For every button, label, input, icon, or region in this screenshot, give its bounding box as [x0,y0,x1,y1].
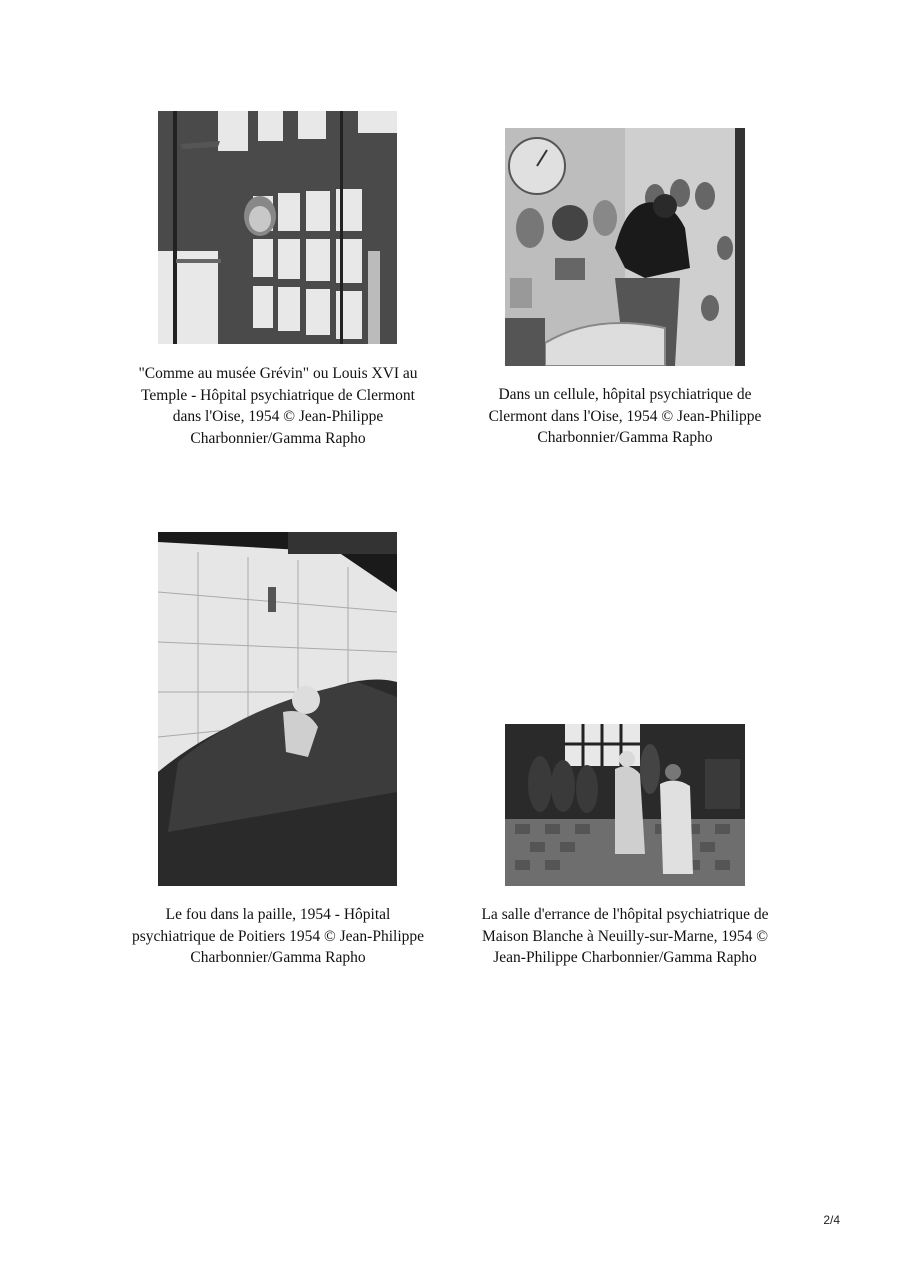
page-number: 2/4 [823,1213,840,1227]
caption-figure-1: "Comme au musée Grévin" ou Louis XVI au Temple - Hôpital psychiatrique de Clermont dans l'Oise, 1954 © Jean-Philippe Charbonnier/Gamma Rapho [138,365,418,447]
caption-figure-3: Le fou dans la paille, 1954 - Hôpital psychiatrique de Poitiers 1954 © Jean-Philippe Charbonnier/Gamma Rapho [131,906,425,966]
photo-straw [158,532,397,886]
photo-hall [505,724,745,886]
photo-cell-wall [505,128,745,366]
caption-figure-4: La salle d'errance de l'hôpital psychiatrique de Maison Blanche à Neuilly-sur-Marne, 1954 © Jean-Philippe Charbonnier/Gamma Rapho [481,906,769,966]
photo-wax-head [158,111,397,344]
caption-figure-2: Dans un cellule, hôpital psychiatrique de Clermont dans l'Oise, 1954 © Jean-Philippe Charbonnier/Gamma Rapho [488,386,762,446]
